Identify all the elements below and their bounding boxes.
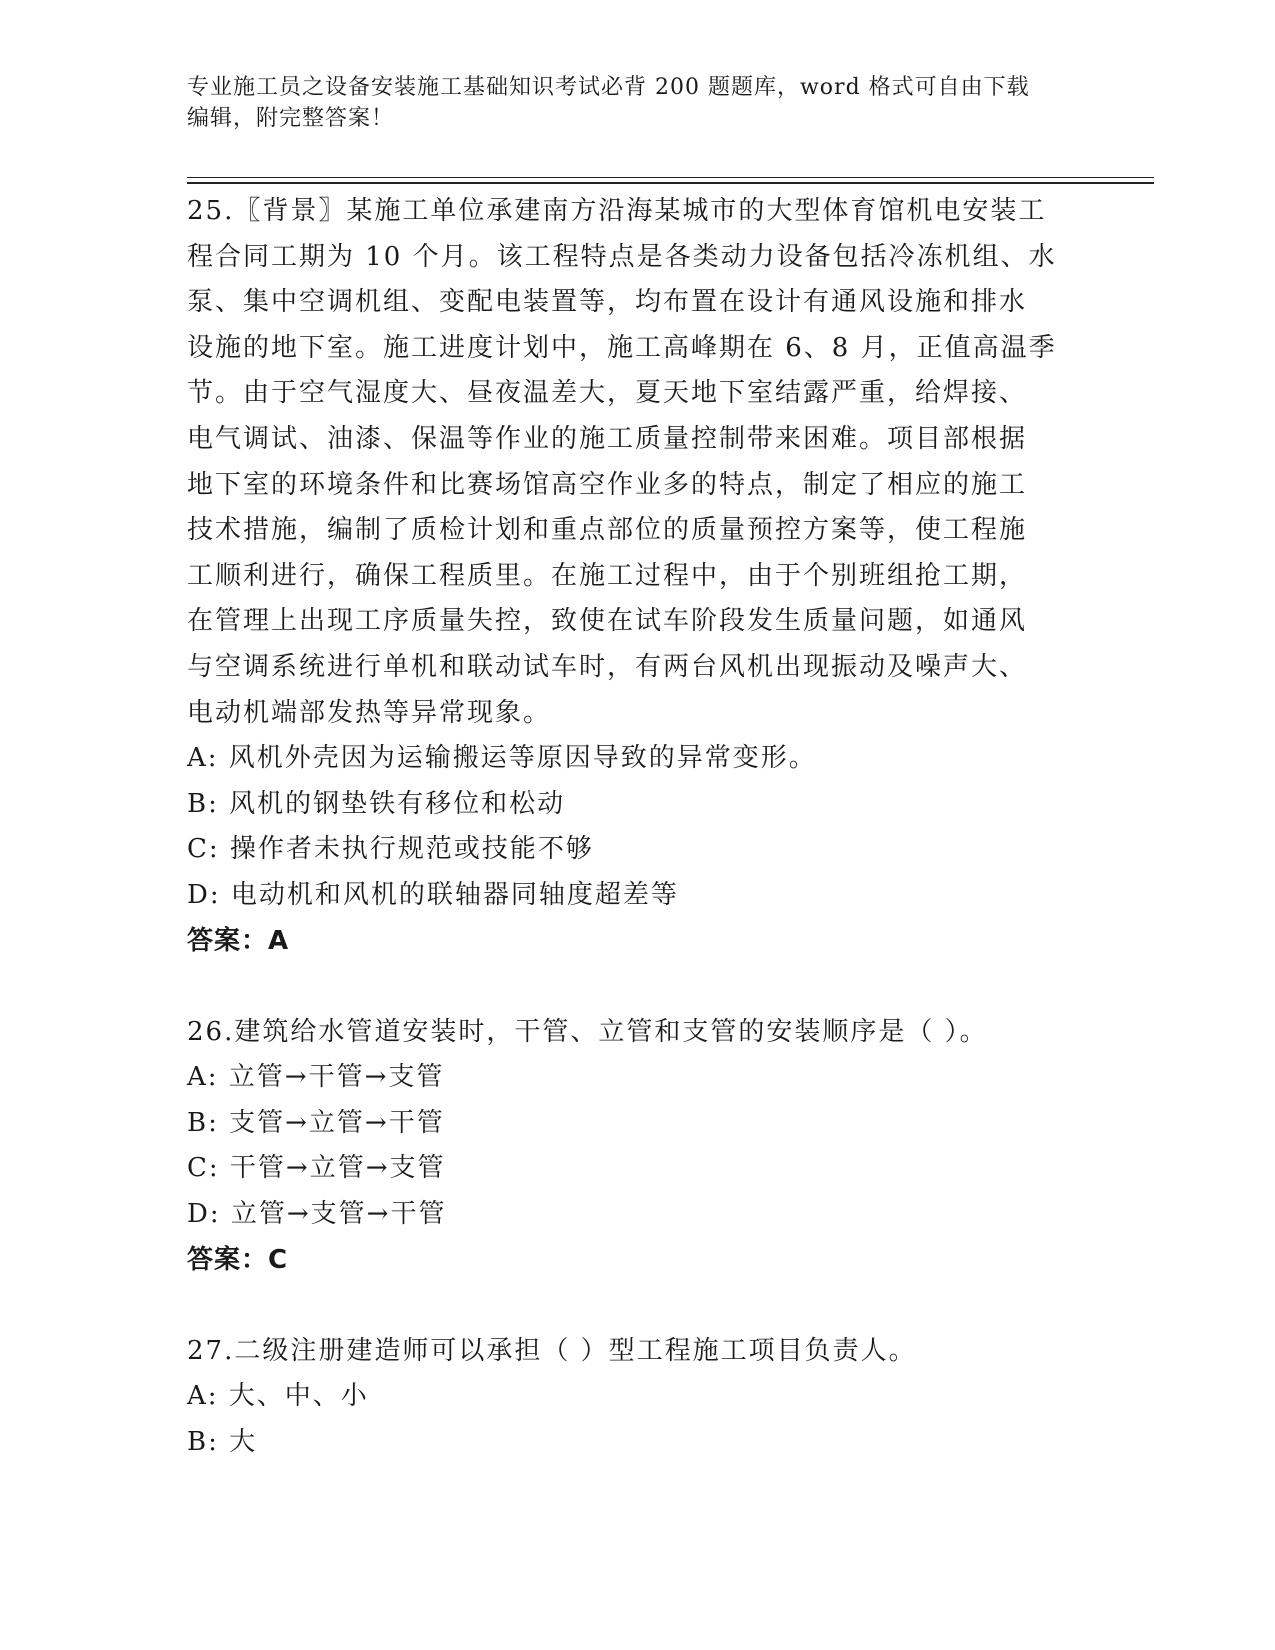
question-text-line: 电气调试、油漆、保温等作业的施工质量控制带来困难。项目部根据: [187, 423, 1028, 454]
question-text-line: 27.二级注册建造师可以承担（ ）型工程施工项目负责人。: [187, 1335, 917, 1366]
header-line-2: 编辑，附完整答案！: [187, 106, 395, 131]
spacer: [187, 964, 1077, 1010]
question-text-line: 电动机端部发热等异常现象。: [187, 697, 552, 728]
question-text-line: 程合同工期为 10 个月。该工程特点是各类动力设备包括冷冻机组、水: [187, 241, 1057, 272]
question-text-line: 与空调系统进行单机和联动试车时，有两台风机出现振动及噪声大、: [187, 651, 1028, 682]
question-27: [187, 1329, 1077, 1466]
question-25: [187, 189, 1077, 964]
question-text-line: 地下室的环境条件和比赛场馆高空作业多的特点，制定了相应的施工: [187, 469, 1028, 500]
question-text-line: 工顺利进行，确保工程质里。在施工过程中，由于个别班组抢工期，: [187, 560, 1028, 591]
option-a: A: 风机外壳因为运输搬运等原因导致的异常变形。: [187, 743, 817, 774]
header-divider-thick: [187, 182, 1154, 184]
question-text-line: 设施的地下室。施工进度计划中，施工高峰期在 6、8 月，正值高温季: [187, 332, 1057, 363]
answer-label: 答案：A: [187, 925, 290, 956]
question-text-line: 26.建筑给水管道安装时，干管、立管和支管的安装顺序是（ ）。: [187, 1016, 988, 1047]
question-text-line: 泵、集中空调机组、变配电装置等，均布置在设计有通风设施和排水: [187, 287, 1028, 318]
question-text-line: 在管理上出现工序质量失控，致使在试车阶段发生质量问题，如通风: [187, 606, 1028, 637]
question-list: [187, 189, 1077, 1466]
question-text-line: 25.〖背景〗某施工单位承建南方沿海某城市的大型体育馆机电安装工: [187, 196, 1047, 226]
option-d: D: 立管→支管→干管: [187, 1199, 447, 1230]
option-a: A: 立管→干管→支管: [187, 1062, 445, 1093]
question-text-line: 节。由于空气湿度大、昼夜温差大，夏天地下室结露严重，给焊接、: [187, 378, 1028, 409]
question-text-line: 技术措施，编制了质检计划和重点部位的质量预控方案等，使工程施: [187, 515, 1028, 546]
spacer: [187, 1283, 1077, 1329]
answer-label: 答案：C: [187, 1244, 289, 1275]
document-header: [187, 72, 1067, 134]
option-c: C: 干管→立管→支管: [187, 1153, 446, 1184]
header-line-1: 专业施工员之设备安装施工基础知识考试必背 200 题题库，word 格式可自由下载: [187, 75, 1030, 100]
header-divider-thin: [187, 177, 1154, 178]
option-b: B: 支管→立管→干管: [187, 1107, 445, 1138]
option-d: D: 电动机和风机的联轴器同轴度超差等: [187, 879, 679, 910]
option-c: C: 操作者未执行规范或技能不够: [187, 834, 594, 865]
option-b: B: 风机的钢垫铁有移位和松动: [187, 788, 566, 819]
option-b: B: 大: [187, 1427, 258, 1458]
question-26: [187, 1010, 1077, 1284]
option-a: A: 大、中、小: [187, 1381, 369, 1412]
